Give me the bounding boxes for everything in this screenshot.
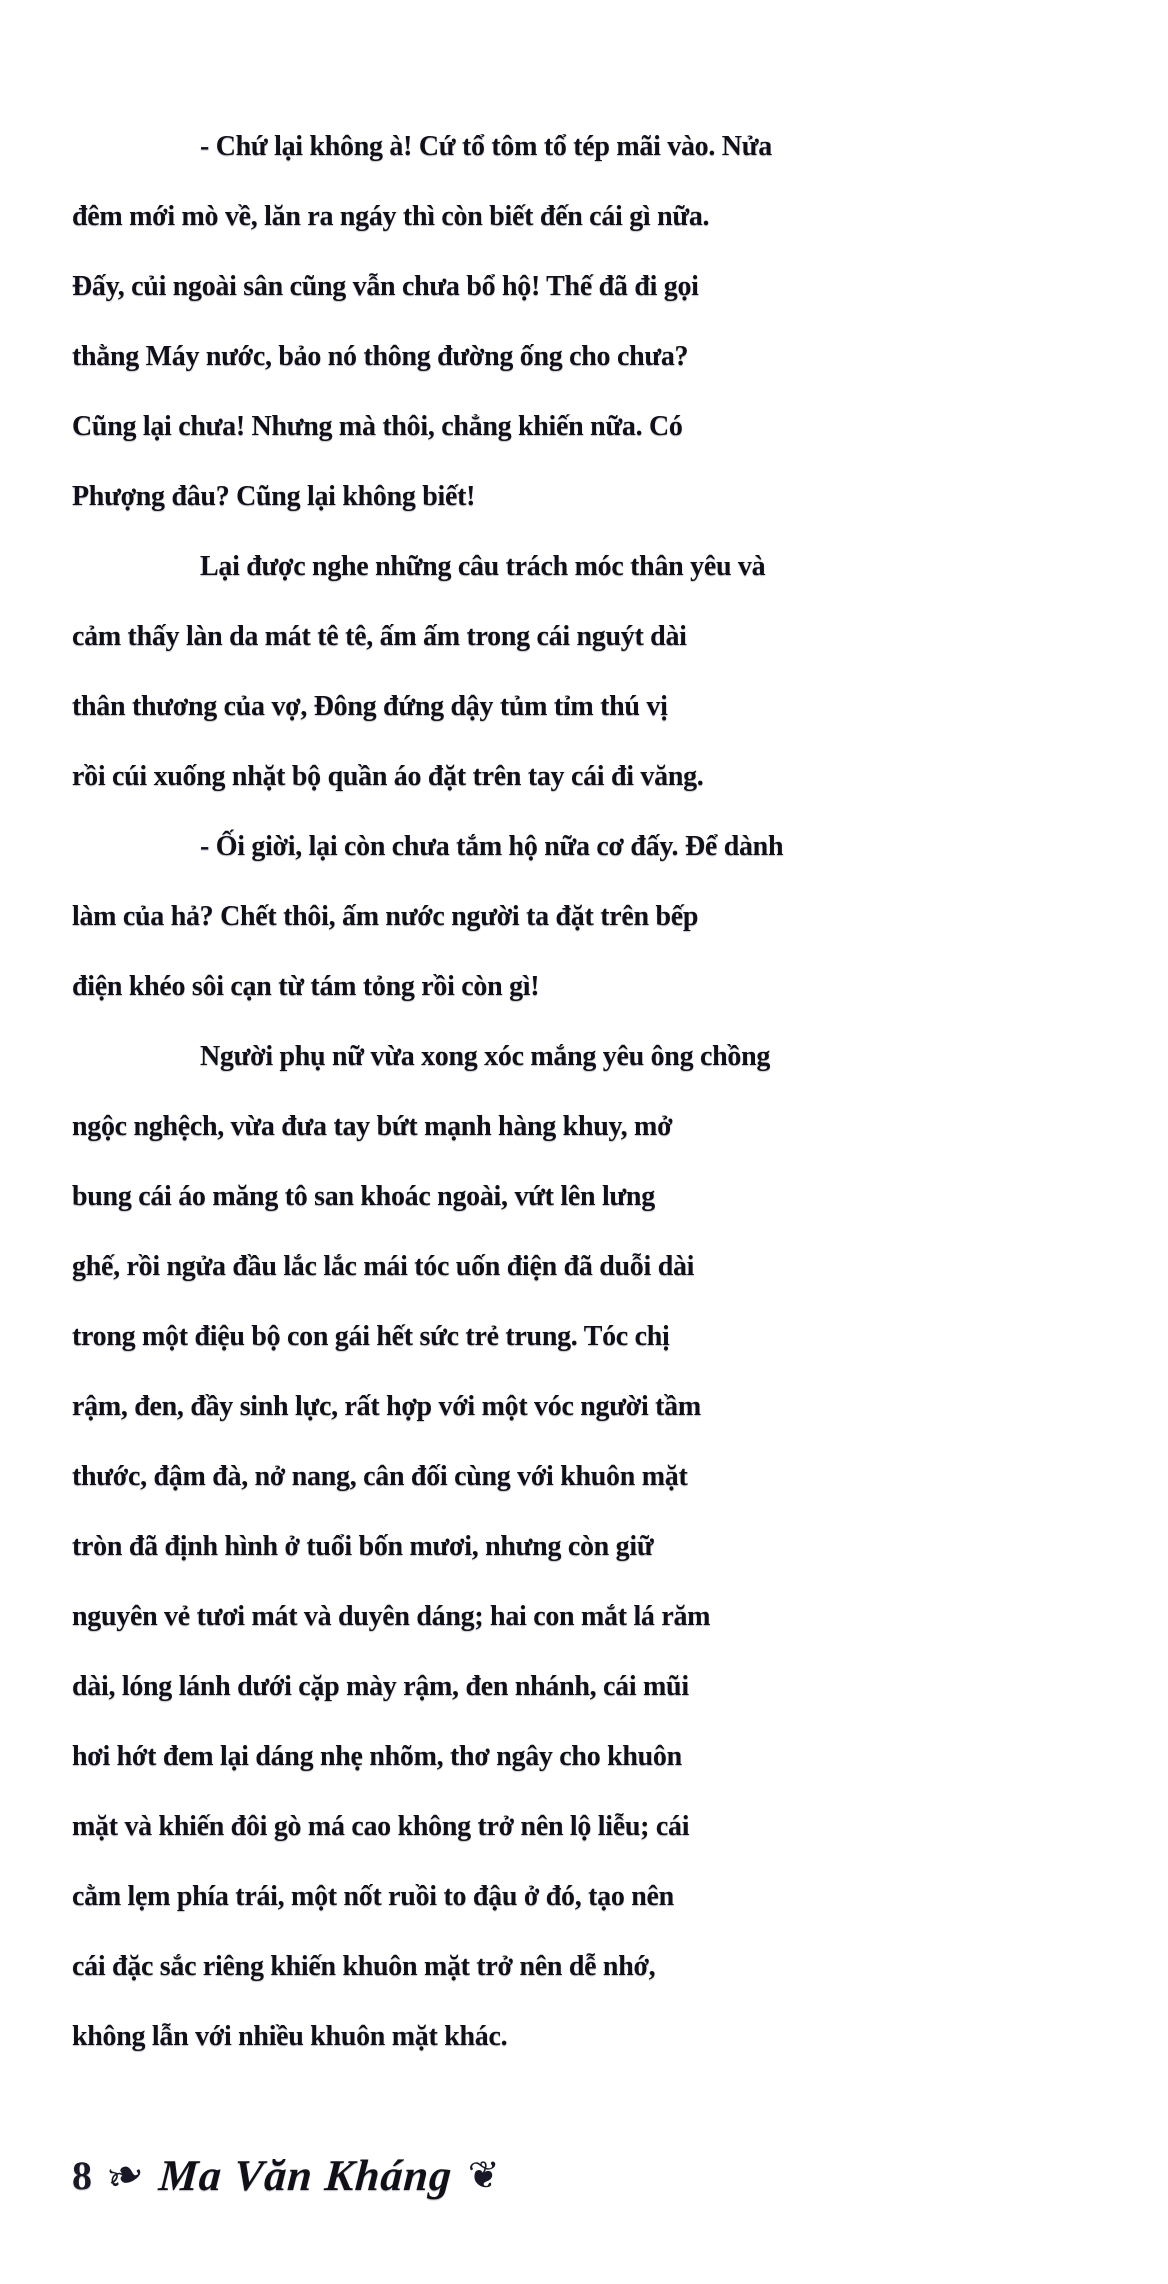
text-line: không lẫn với nhiều khuôn mặt khác. bbox=[72, 2021, 508, 2052]
author-name: Ma Văn Kháng bbox=[156, 2151, 454, 2200]
text-line: điện khéo sôi cạn từ tám tỏng rồi còn gì! bbox=[72, 971, 540, 1002]
text-line: Lại được nghe những câu trách móc thân yêu và bbox=[200, 551, 766, 582]
text-line: nguyên vẻ tươi mát và duyên dáng; hai con mắt lá răm bbox=[72, 1601, 711, 1632]
page-number: 8 bbox=[72, 2153, 92, 2198]
text-line: cằm lẹm phía trái, một nốt ruồi to đậu ở đó, tạo nên bbox=[72, 1881, 674, 1912]
text-line: - Chứ lại không à! Cứ tổ tôm tổ tép mãi vào. Nửa bbox=[200, 131, 772, 162]
text-line: dài, lóng lánh dưới cặp mày rậm, đen nhánh, cái mũi bbox=[72, 1671, 689, 1702]
text-line: cái đặc sắc riêng khiến khuôn mặt trở nên dễ nhớ, bbox=[72, 1951, 656, 1982]
text-line: thân thương của vợ, Đông đứng dậy tủm tỉm thú vị bbox=[72, 691, 668, 722]
floral-heart-icon: ❦ bbox=[467, 2154, 500, 2197]
text-line: rậm, đen, đầy sinh lực, rất hợp với một vóc người tầm bbox=[72, 1391, 701, 1422]
text-line: đêm mới mò về, lăn ra ngáy thì còn biết đến cái gì nữa. bbox=[72, 201, 710, 232]
text-line: ghế, rồi ngửa đầu lắc lắc mái tóc uốn điện đã duỗi dài bbox=[72, 1251, 695, 1282]
text-line: làm của hả? Chết thôi, ấm nước người ta đặt trên bếp bbox=[72, 901, 699, 932]
text-line: tròn đã định hình ở tuổi bốn mươi, nhưng còn giữ bbox=[72, 1531, 654, 1562]
text-line: - Ối giời, lại còn chưa tắm hộ nữa cơ đấy. Để dành bbox=[200, 831, 784, 862]
text-line: Cũng lại chưa! Nhưng mà thôi, chẳng khiến nữa. Có bbox=[72, 411, 683, 442]
text-line: Người phụ nữ vừa xong xóc mắng yêu ông chồng bbox=[200, 1041, 771, 1072]
text-line: thằng Máy nước, bảo nó thông đường ống cho chưa? bbox=[72, 341, 689, 372]
text-line: Đấy, củi ngoài sân cũng vẫn chưa bổ hộ! Thế đã đi gọi bbox=[72, 271, 699, 302]
text-line: thước, đậm đà, nở nang, cân đối cùng với khuôn mặt bbox=[72, 1461, 688, 1492]
text-line: cảm thấy làn da mát tê tê, ấm ấm trong cái nguýt dài bbox=[72, 621, 687, 652]
body-text bbox=[72, 112, 1120, 2072]
text-line: mặt và khiến đôi gò má cao không trở nên lộ liễu; cái bbox=[72, 1811, 690, 1842]
text-line: ngộc nghệch, vừa đưa tay bứt mạnh hàng khuy, mở bbox=[72, 1111, 673, 1142]
text-line: hơi hớt đem lại dáng nhẹ nhõm, thơ ngây cho khuôn bbox=[72, 1741, 682, 1772]
text-line: Phượng đâu? Cũng lại không biết! bbox=[72, 481, 476, 512]
ivy-leaf-icon: ❧ bbox=[98, 2144, 152, 2206]
text-line: trong một điệu bộ con gái hết sức trẻ trung. Tóc chị bbox=[72, 1321, 670, 1352]
text-line: rồi cúi xuống nhặt bộ quần áo đặt trên tay cái đi văng. bbox=[72, 761, 704, 792]
page-footer bbox=[72, 2144, 1120, 2206]
text-line: bung cái áo măng tô san khoác ngoài, vứt lên lưng bbox=[72, 1181, 655, 1212]
